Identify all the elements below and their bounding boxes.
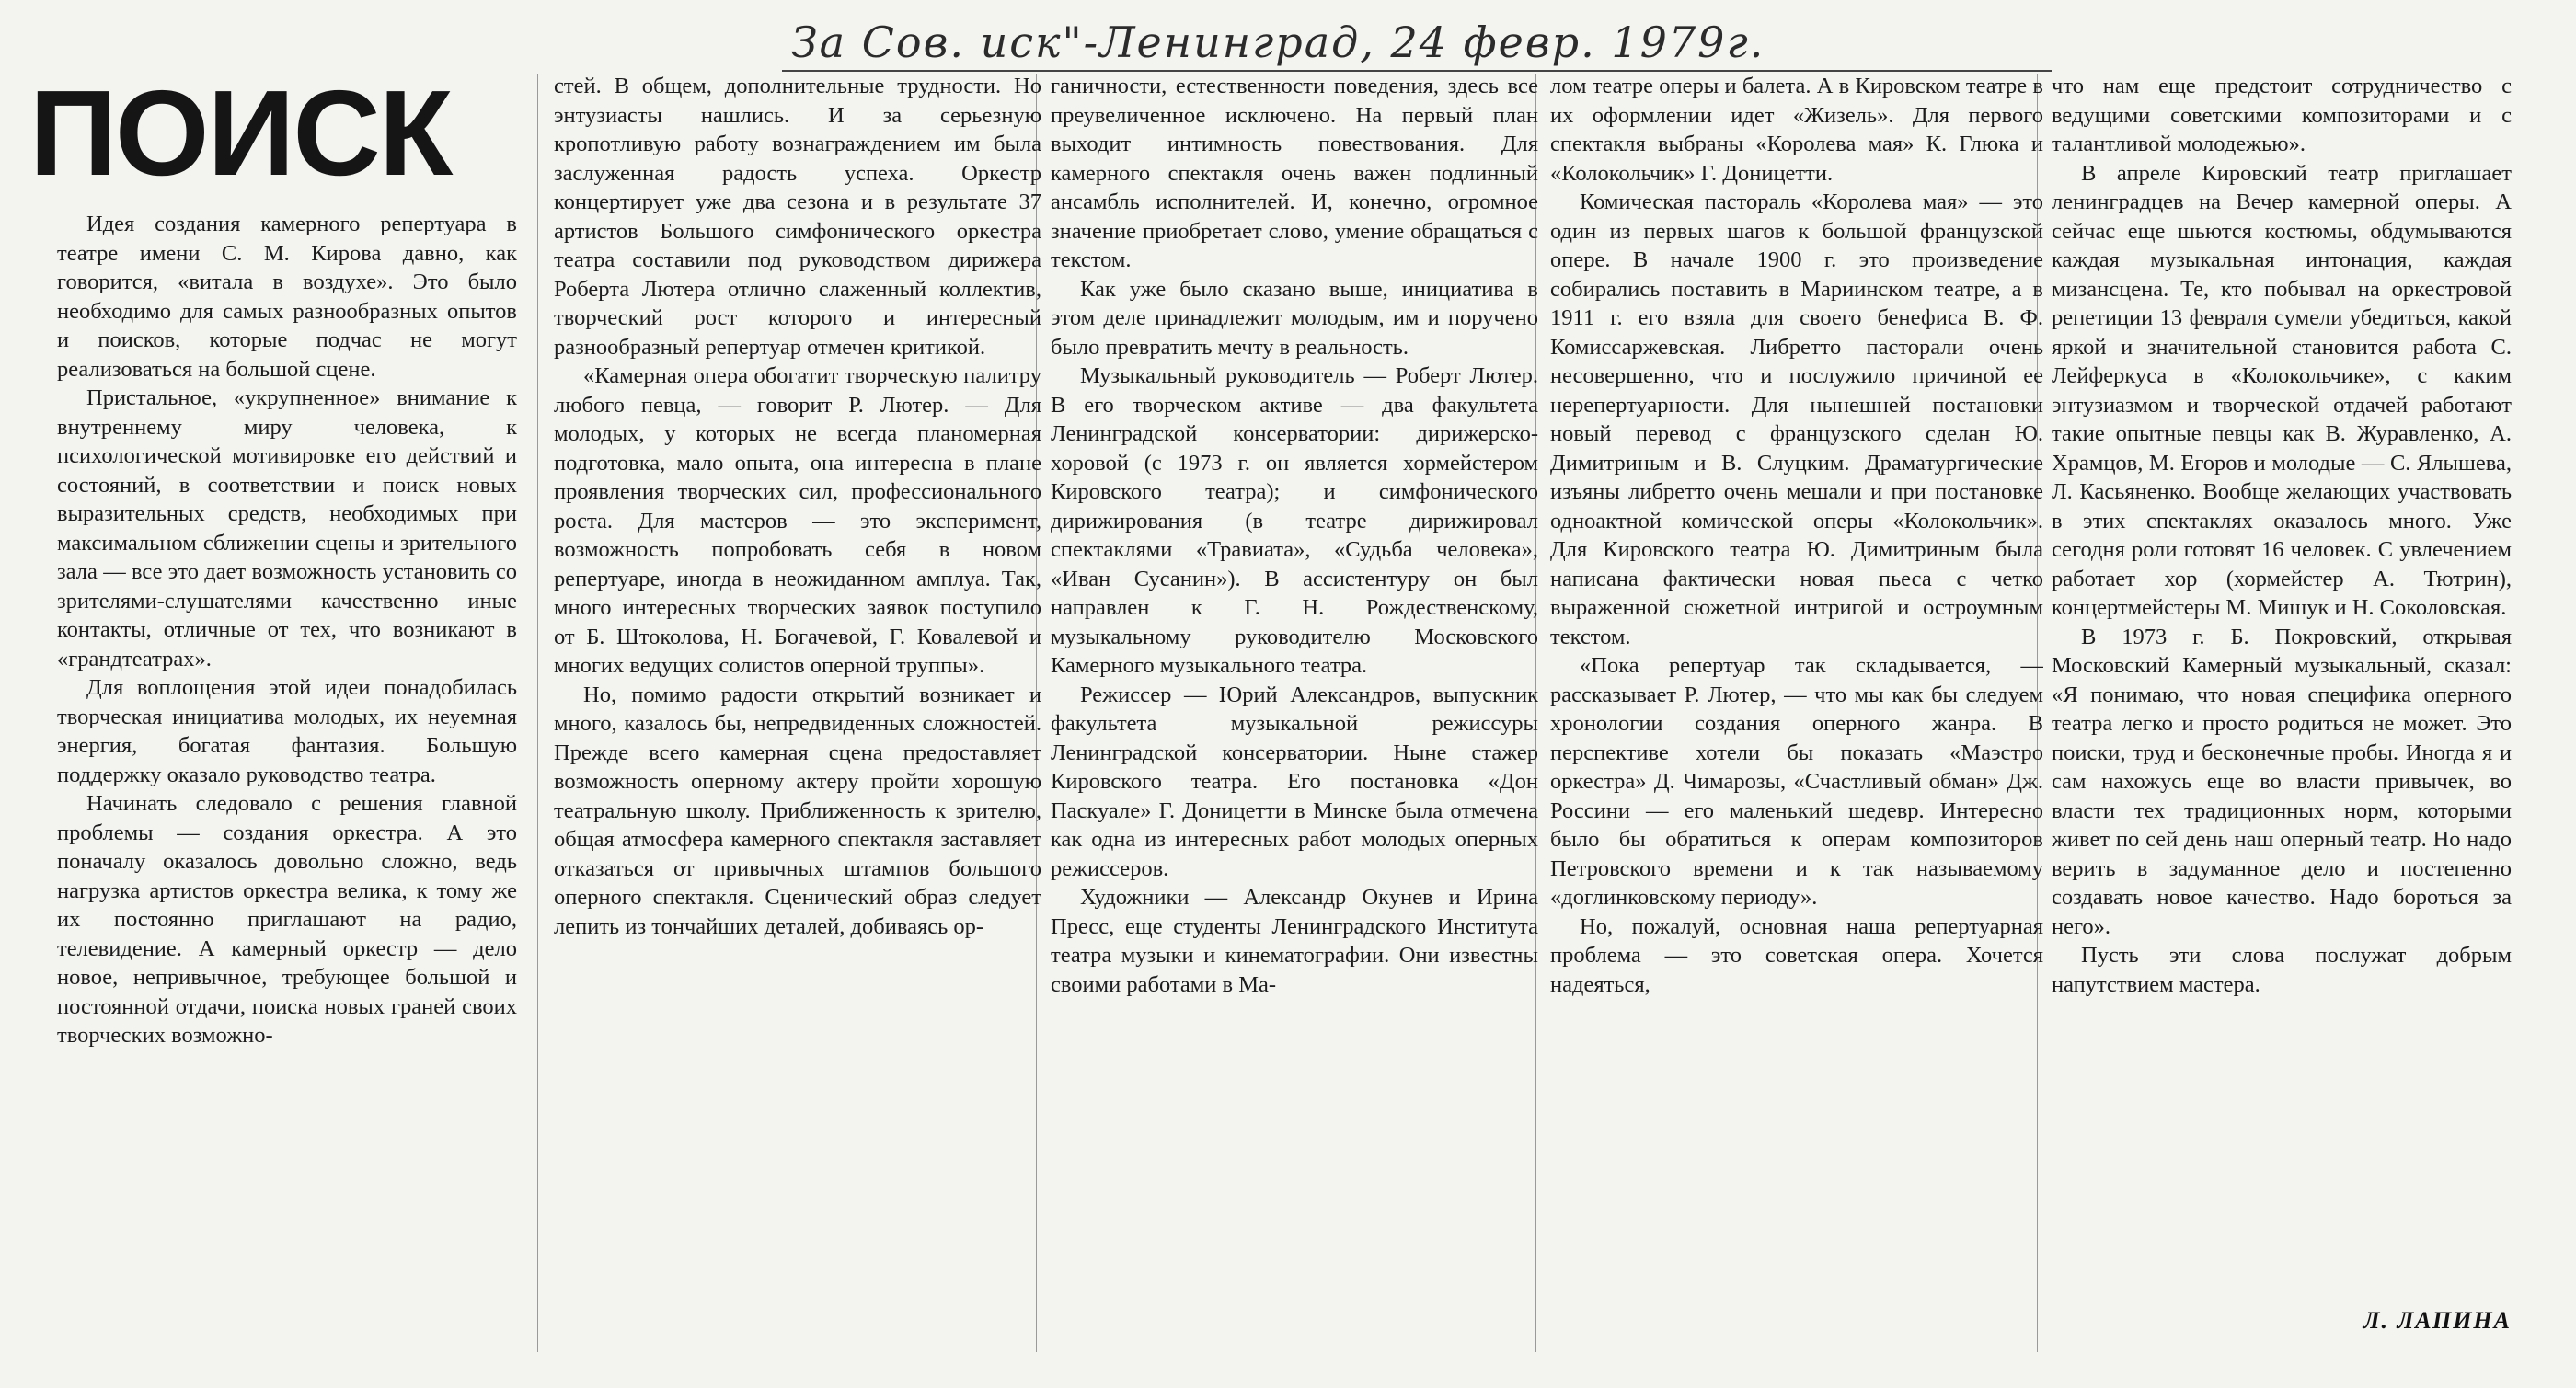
column-divider <box>537 74 538 1352</box>
paragraph: Художники — Александр Окунев и Ирина Пресс, еще студенты Ленинградского Института театра музыки и кинематографии. Они известны своими работами в Ма- <box>1051 885 1538 997</box>
paragraph: Идея создания камерного репертуара в театре имени С. М. Кирова давно, как говорится, «витала в воздухе». Это было необходимо для самых разнообразных опытов и поисков, которые подчас не могут реализоваться на большой сцене. <box>57 212 517 382</box>
paragraph: Музыкальный руководитель — Роберт Лютер. В его творческом активе — два факультета Ленинградской консерватории: дирижерско-хоровой (с 1973 г. он является хормейстером Кировского театра); и симфонического дирижирования (в театре дирижировал спектаклями «Травиата», «Судьба человека», «Иван Сусанин»). В ассистентуру он был направлен к Г. Н. Рождественскому, музыкальному руководителю Московского Камерного музыкального театра. <box>1051 363 1538 678</box>
paragraph: Но, помимо радости открытий возникает и много, казалось бы, непредвиденных сложностей. Прежде всего камерная сцена предоставляет возможность оперному актеру пройти хорошую театральную школу. Приближенность к зрителю, общая атмосфера камерного спектакля заставляет отказаться от привычных штампов большого оперного спектакля. Сценический образ следует лепить из тончайших деталей, добиваясь ор- <box>554 682 1041 939</box>
paragraph: Но, пожалуй, основная наша репертуарная проблема — это советская опера. Хочется надеяться, <box>1550 913 2043 997</box>
paragraph: Пусть эти слова послужат добрым напутствием мастера. <box>2052 943 2512 997</box>
article-column-2 <box>554 72 1041 1359</box>
paragraph: «Камерная опера обогатит творческую палитру любого певца, — говорит Р. Лютер. — Для молодых, у которых не всегда планомерная подготовка, мало опыта, она интересна в плане проявления творческих сил, профессионального роста. Для мастеров — это эксперимент, возможность попробовать себя в новом репертуаре, иногда в неожиданном амплуа. Так, много интересных творческих заявок поступило от Б. Штоколова, Н. Богачевой, Г. Ковалевой и многих ведущих солистов оперной труппы». <box>554 363 1041 678</box>
article-column-1 <box>57 210 517 1359</box>
article-column-3 <box>1051 72 1538 1359</box>
article-headline: ПОИСК <box>29 65 452 201</box>
paragraph: стей. В общем, дополнительные трудности. Но энтузиасты нашлись. И за серьезную кропотливую работу вознаграждением им была заслуженная радость успеха. Оркестр концертирует уже два сезона и в результате 37 артистов Большого симфонического оркестра театра составили под руководством дирижера Роберта Лютера отлично слаженный коллектив, творческий рост которого и интересный разнообразный репертуар отмечен критикой. <box>554 74 1041 360</box>
paragraph: Как уже было сказано выше, инициатива в этом деле принадлежит молодым, им и поручено было превратить мечту в реальность. <box>1051 276 1538 360</box>
paragraph: Комическая пастораль «Королева мая» — это один из первых шагов к большой французской опере. В начале 1900 г. это произведение собирались поставить в Мариинском театре, а в 1911 г. его взяла для своего бенефиса В. Ф. Комиссаржевская. Либретто пасторали очень несовершенно, что и послужило причиной ее нерепертуарности. Для нынешней постановки новый перевод с французского сделан Ю. Димитриным и В. Слуцким. Драматургические изъяны либретто очень мешали и при постановке одноактной комической оперы «Колокольчик». Для Кировского театра Ю. Димитриным была написана фактически новая пьеса с четко выраженной сюжетной интригой и остроумным текстом. <box>1550 189 2043 649</box>
paragraph: ганичности, естественности поведения, здесь все преувеличенное исключено. На первый план выходит интимность повествования. Для камерного спектакля очень важен подлинный ансамбль исполнителей. И, конечно, огромное значение приобретает слово, умение обращаться с текстом. <box>1051 74 1538 272</box>
author-signature: Л. ЛАПИНА <box>2363 1307 2512 1334</box>
paragraph: Пристальное, «укрупненное» внимание к внутреннему миру человека, к психологической мотивировке его действий и состояний, в соответствии и поиск новых выразительных средств, необходимых при максимальном сближении сцены и зрительного зала — все это дает возможность установить со зрителями-слушателями качественно иные контакты, отличные от тех, что возникают в «грандтеатрах». <box>57 385 517 671</box>
paragraph: что нам еще предстоит сотрудничество с ведущими советскими композиторами и с талантливой молодежью». <box>2052 74 2512 156</box>
handwritten-source-note: За Сов. иск"-Ленинград, 24 февр. 1979г. <box>791 17 1765 67</box>
paragraph: Режиссер — Юрий Александров, выпускник факультета музыкальной режиссуры Ленинградской консерватории. Ныне стажер Кировского театра. Его постановка «Дон Паскуале» Г. Доницетти в Минске была отмечена как одна из интересных работ молодых оперных режиссеров. <box>1051 682 1538 881</box>
paragraph: Для воплощения этой идеи понадобилась творческая инициатива молодых, их неуемная энергия, богатая фантазия. Большую поддержку оказало руководство театра. <box>57 675 517 787</box>
paragraph: В 1973 г. Б. Покровский, открывая Московский Камерный музыкальный, сказал: «Я понимаю, что новая специфика оперного театра легко и просто родиться не может. Это поиски, труд и бесконечные пробы. Иногда я и сам нахожусь еще во власти привычек, во власти тех традиционных норм, которыми живет по сей день наш оперный театр. Но надо верить в задуманное дело и постепенно создавать новое качество. Надо бороться за него». <box>2052 624 2512 939</box>
paragraph: лом театре оперы и балета. А в Кировском театре в их оформлении идет «Жизель». Для первого спектакля выбраны «Королева мая» К. Глюка и «Колокольчик» Г. Доницетти. <box>1550 74 2043 186</box>
paragraph: «Пока репертуар так складывается, — рассказывает Р. Лютер, — что мы как бы следуем хронологии создания оперного жанра. В перспективе хотели бы показать «Маэстро оркестра» Д. Чимарозы, «Счастливый обман» Дж. Россини — его маленький шедевр. Интересно было бы обратиться к операм композиторов Петровского времени и к так называемому «доглинковскому периоду». <box>1550 653 2043 910</box>
paragraph: Начинать следовало с решения главной проблемы — создания оркестра. А это поначалу оказалось довольно сложно, ведь нагрузка артистов оркестра велика, к тому же их постоянно приглашают на радио, телевидение. А камерный оркестр — дело новое, непривычное, требующее большой и постоянной отдачи, поиска новых граней своих творческих возможно- <box>57 791 517 1048</box>
article-column-5 <box>2052 72 2512 1359</box>
article-column-4 <box>1550 72 2043 1359</box>
paragraph: В апреле Кировский театр приглашает ленинградцев на Вечер камерной оперы. А сейчас еще шьются костюмы, обдумываются каждая музыкальная интонация, каждая мизансцена. Те, кто побывал на оркестровой репетиции 13 февраля сумели убедиться, какой яркой и значительной становится работа С. Лейферкуса в «Колокольчике», с каким энтузиазмом и творческой отдачей работают такие опытные певцы как В. Журавленко, А. Храмцов, М. Егоров и молодые — С. Ялышева, Л. Касьяненко. Вообще желающих участвовать в этих спектаклях оказалось много. Уже сегодня роли готовят 16 человек. С увлечением работает хор (хормейстер А. Тютрин), концертмейстеры М. Мишук и Н. Соколовская. <box>2052 160 2512 620</box>
